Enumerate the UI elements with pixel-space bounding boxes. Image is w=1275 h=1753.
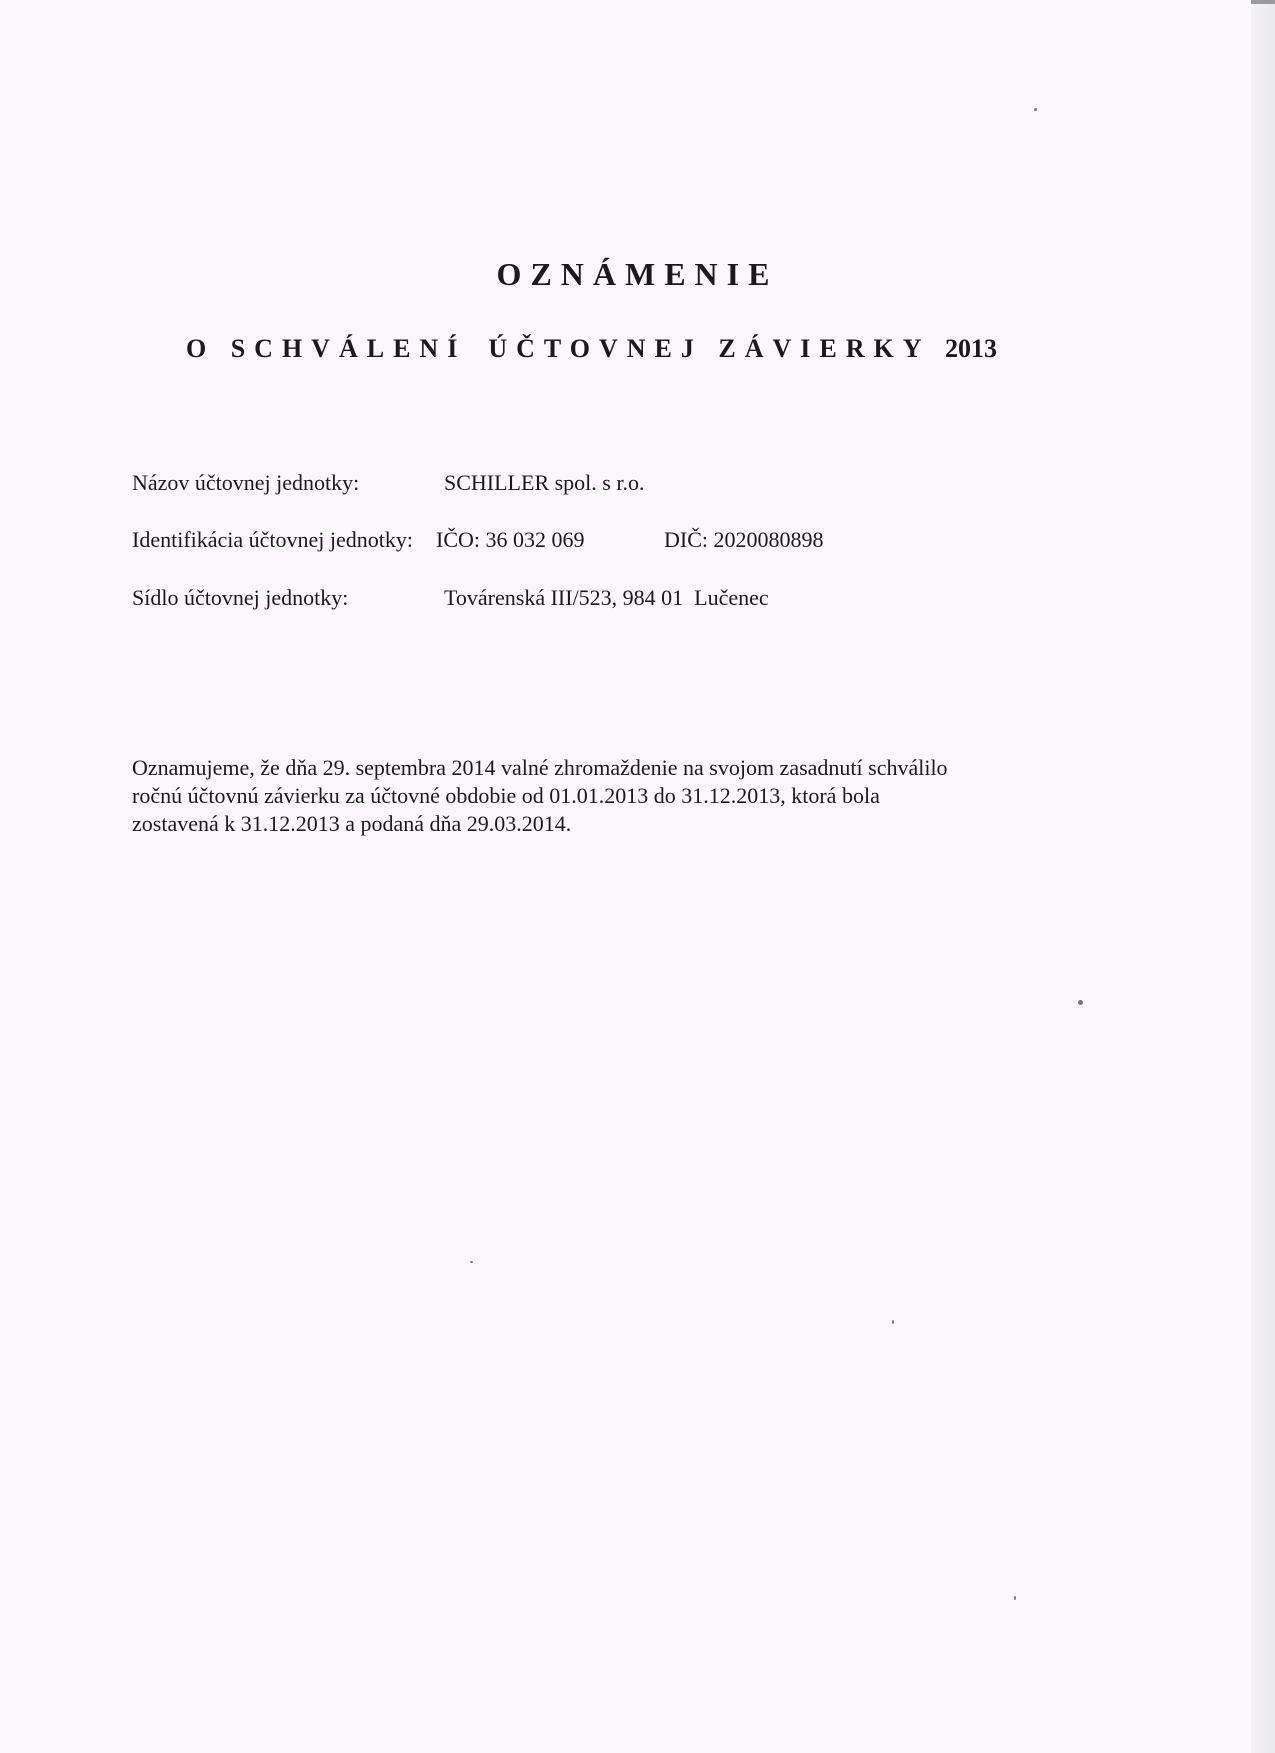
subtitle-year: 2013 — [945, 334, 998, 363]
document-title: OZNÁMENIE — [496, 256, 779, 292]
scan-edge-mark — [1251, 0, 1275, 4]
field-value-dic: DIČ: 2020080898 — [664, 527, 824, 552]
field-row-identification — [132, 527, 824, 553]
field-label: Identifikácia účtovnej jednotky: — [132, 527, 414, 552]
field-value: SCHILLER spol. s r.o. — [444, 470, 645, 495]
scan-speck — [1078, 1000, 1083, 1005]
scan-speck — [470, 1261, 473, 1263]
subtitle-part1: O SCHVÁLENÍ — [186, 334, 467, 363]
field-value: Továrenská III/523, 984 01 Lučenec — [444, 585, 769, 610]
announcement-paragraph — [132, 754, 1082, 838]
paragraph-line: zostavená k 31.12.2013 a podaná dňa 29.03.2014. — [132, 811, 572, 836]
document-subtitle — [186, 334, 997, 364]
scan-speck — [1034, 108, 1037, 111]
subtitle-part2: ÚČTOVNEJ ZÁVIERKY — [488, 334, 930, 363]
scan-speck — [1014, 1596, 1016, 1600]
paragraph-line: Oznamujeme, že dňa 29. septembra 2014 valné zhromaždenie na svojom zasadnutí schválilo — [132, 755, 948, 780]
field-label: Sídlo účtovnej jednotky: — [132, 585, 349, 610]
field-row-name — [132, 470, 644, 496]
field-value-ico: IČO: 36 032 069 — [436, 527, 585, 552]
scan-speck — [892, 1320, 894, 1324]
field-label: Názov účtovnej jednotky: — [132, 470, 360, 495]
field-row-seat — [132, 585, 769, 611]
paragraph-line: ročnú účtovnú závierku za účtovné obdobie od 01.01.2013 do 31.12.2013, ktorá bola — [132, 783, 880, 808]
